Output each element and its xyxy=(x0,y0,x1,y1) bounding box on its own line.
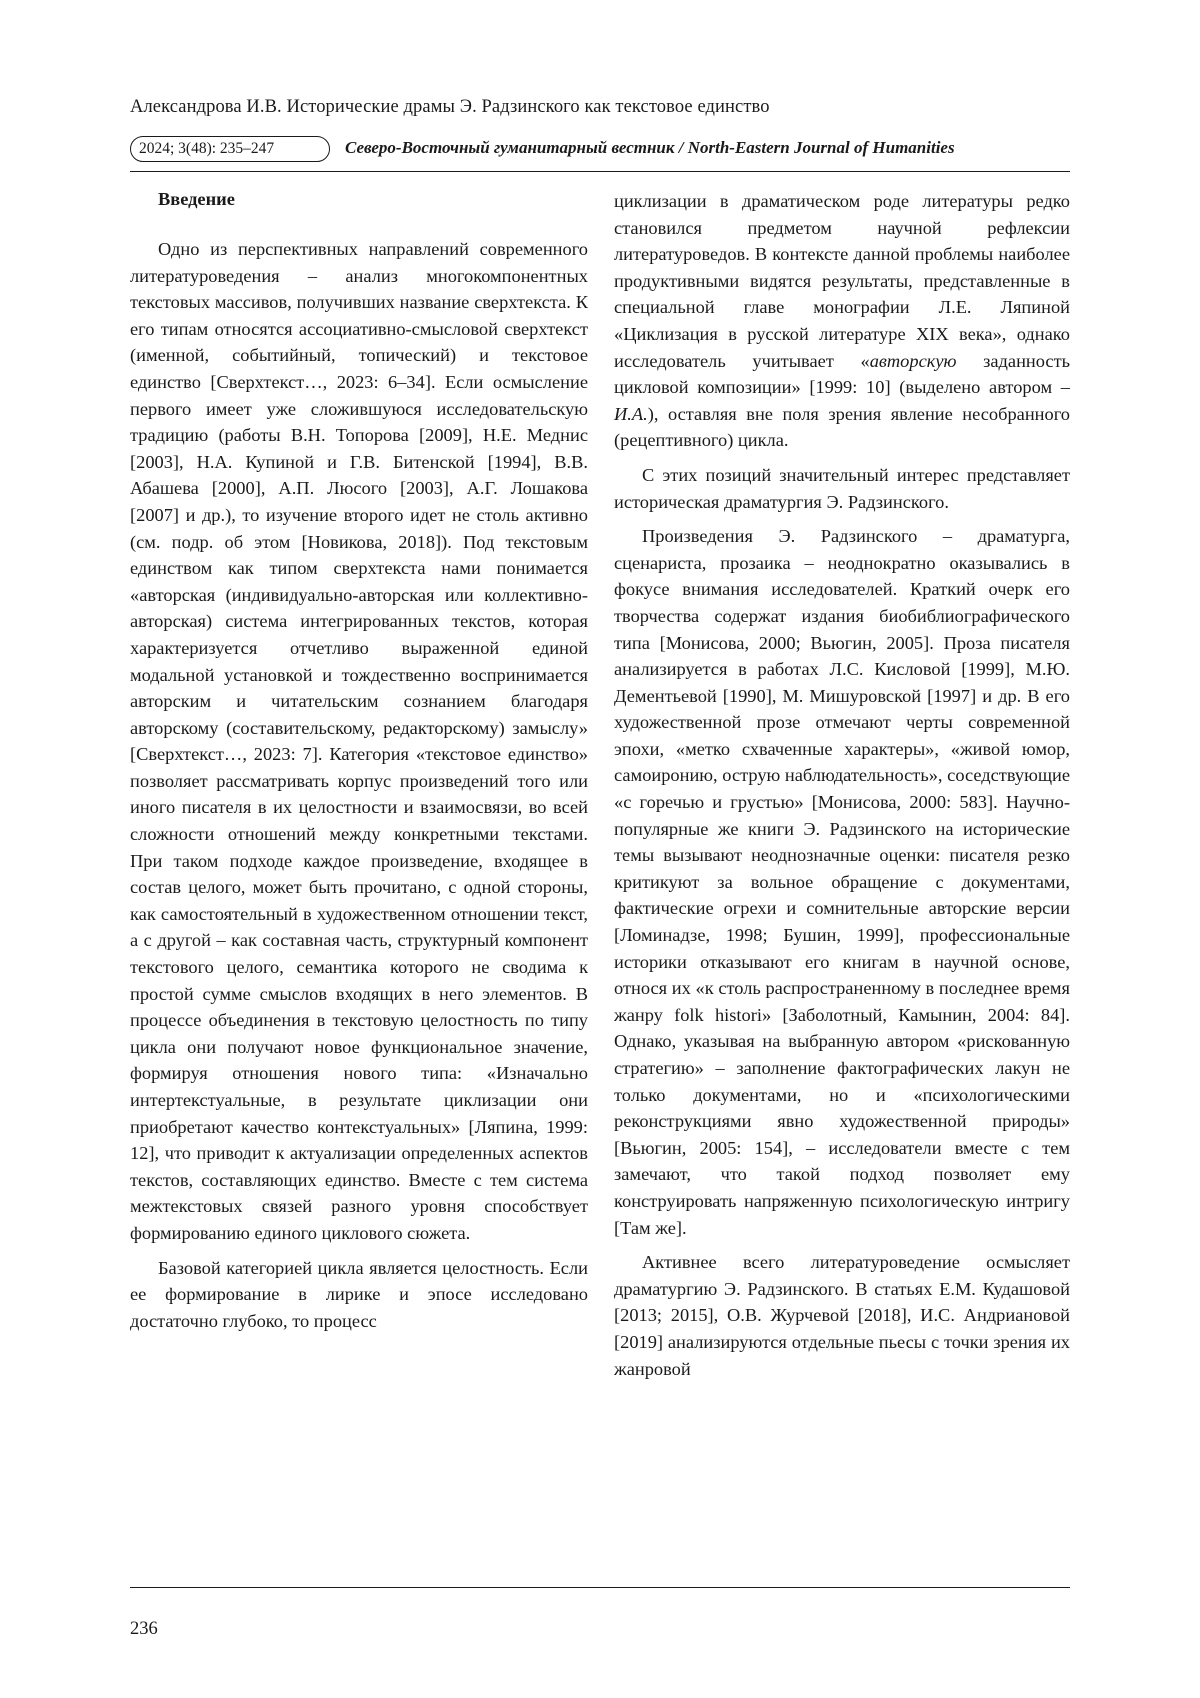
right-column xyxy=(614,188,1070,1382)
emphasis-text: авторскую xyxy=(869,350,957,371)
paragraph: Одно из перспективных направлений современного литературоведения – анализ многокомпонентных текстовых массивов, получивших название сверхтекста. К его типам относятся ассоциативно-смысловой сверхтекст (именной, событийный, топический) и текстовое единство [Сверхтекст…, 2023: 6–34]. Если осмысление первого имеет уже сложившуюся исследовательскую традицию (работы В.Н. Топорова [2009], Н.Е. Меднис [2003], Н.А. Купиной и Г.В. Битенской [1994], В.В. Абашева [2000], А.П. Люсого [2003], А.Г. Лошакова [2007] и др.), то изучение второго идет не столь активно (см. подр. об этом [Новикова, 2018]). Под текстовым единством как типом сверхтекста нами понимается «авторская (индивидуально-авторская или коллективно-авторская) система интегрированных текстов, которая характеризуется отчетливо выраженной единой модальной установкой и тождественно воспринимается авторским и читательским сознанием благодаря авторскому (составительскому, редакторскому) замыслу» [Сверхтекст…, 2023: 7]. Категория «текстовое единство» позволяет рассматривать корпус произведений того или иного писателя в их целостности и взаимосвязи, во всей сложности отношений между конкретными текстами. При таком подходе каждое произведение, входящее в состав целого, может быть прочитано, с одной стороны, как самостоятельный в художественном отношении текст, а с другой – как составная часть, структурный компонент текстового целого, семантика которого не сводима к простой сумме смыслов входящих в него элементов. В процессе объединения в текстовую целостность по типу цикла они получают новое функциональное значение, формируя отношения нового типа: «Изначально интертекстуальные, в результате циклизации они приобретают качество контекстуальных» [Ляпина, 1999: 12], что приводит к актуализации определенных аспектов текстов, составляющих единство. Вместе с тем система межтекстовых связей разного уровня способствует формированию единого циклового сюжета. xyxy=(130,239,588,1243)
footer-rule xyxy=(130,1587,1070,1588)
header-rule xyxy=(130,171,1070,172)
page-number: 236 xyxy=(130,1619,158,1639)
section-heading: Введение xyxy=(158,189,235,209)
running-title: Александрова И.В. Исторические драмы Э. Радзинского как текстовое единство xyxy=(130,97,770,117)
paragraph: Произведения Э. Радзинского – драматурга, сценариста, прозаика – неоднократно оказывались в фокусе внимания исследователей. Краткий очерк его творчества содержат издания биобиблиографического типа [Монисова, 2000; Вьюгин, 2005]. Проза писателя анализируется в работах Л.С. Кисловой [1999], М.Ю. Дементьевой [1990], М. Мишуровской [1997] и др. В его художественной прозе отмечают черты современной эпохи, «метко схваченные характеры», «живой юмор, самоиронию, острую наблюдательность», соседствующие «с горечью и грустью» [Монисова, 2000: 583]. Научно-популярные же книги Э. Радзинского на исторические темы вызывают неоднозначные оценки: писателя резко критикуют за вольное обращение с документами, фактические огрехи и сомнительные авторские версии [Ломинадзе, 1998; Бушин, 1999], профессиональные историки отказывают его книгам в научной основе, относя их «к столь распространенному в последнее время жанру folk histori» [Заболотный, Камынин, 2004: 84]. Однако, указывая на выбранную автором «рискованную стратегию» – заполнение фактографических лакун не только документами, но и «психологическими реконструкциями явно художественной природы» [Вьюгин, 2005: 154], – исследователи вместе с тем замечают, что такой подход позволяет ему конструировать напряженную психологическую интригу [Там же]. xyxy=(614,526,1070,1238)
journal-name: Северо-Восточный гуманитарный вестник / North-Eastern Journal of Humanities xyxy=(345,138,955,157)
left-column xyxy=(130,188,588,1334)
emphasis-text: И.А. xyxy=(614,403,648,424)
paragraph xyxy=(614,188,1070,454)
journal-line xyxy=(130,136,1070,166)
paragraph: Базовой категорией цикла является целостность. Если ее формирование в лирике и эпосе исследовано достаточно глубоко, то процесс xyxy=(130,1257,588,1331)
paragraph-text: циклизации в драматическом роде литературы редко становился предметом научной рефлексии литературоведов. В контексте данной проблемы наиболее продуктивными видятся результаты, представленные в специальной главе монографии Л.Е. Ляпиной «Циклизация в русской литературе XIX века», однако исследователь учитывает « xyxy=(614,191,1070,371)
issue-badge: 2024; 3(48): 235–247 xyxy=(130,136,330,162)
paragraph-text: заданность цикловой композиции» [1999: 10] (выделено автором – xyxy=(614,350,1070,398)
paragraph: Активнее всего литературоведение осмысляет драматургию Э. Радзинского. В статьях Е.М. Кудашовой [2013; 2015], О.В. Журчевой [2018], И.С. Андриановой [2019] анализируются отдельные пьесы с точки зрения их жанровой xyxy=(614,1252,1070,1379)
paragraph: С этих позиций значительный интерес представляет историческая драматургия Э. Радзинского. xyxy=(614,464,1070,512)
paragraph-text: ), оставляя вне поля зрения явление несобранного (рецептивного) цикла. xyxy=(614,403,1070,451)
